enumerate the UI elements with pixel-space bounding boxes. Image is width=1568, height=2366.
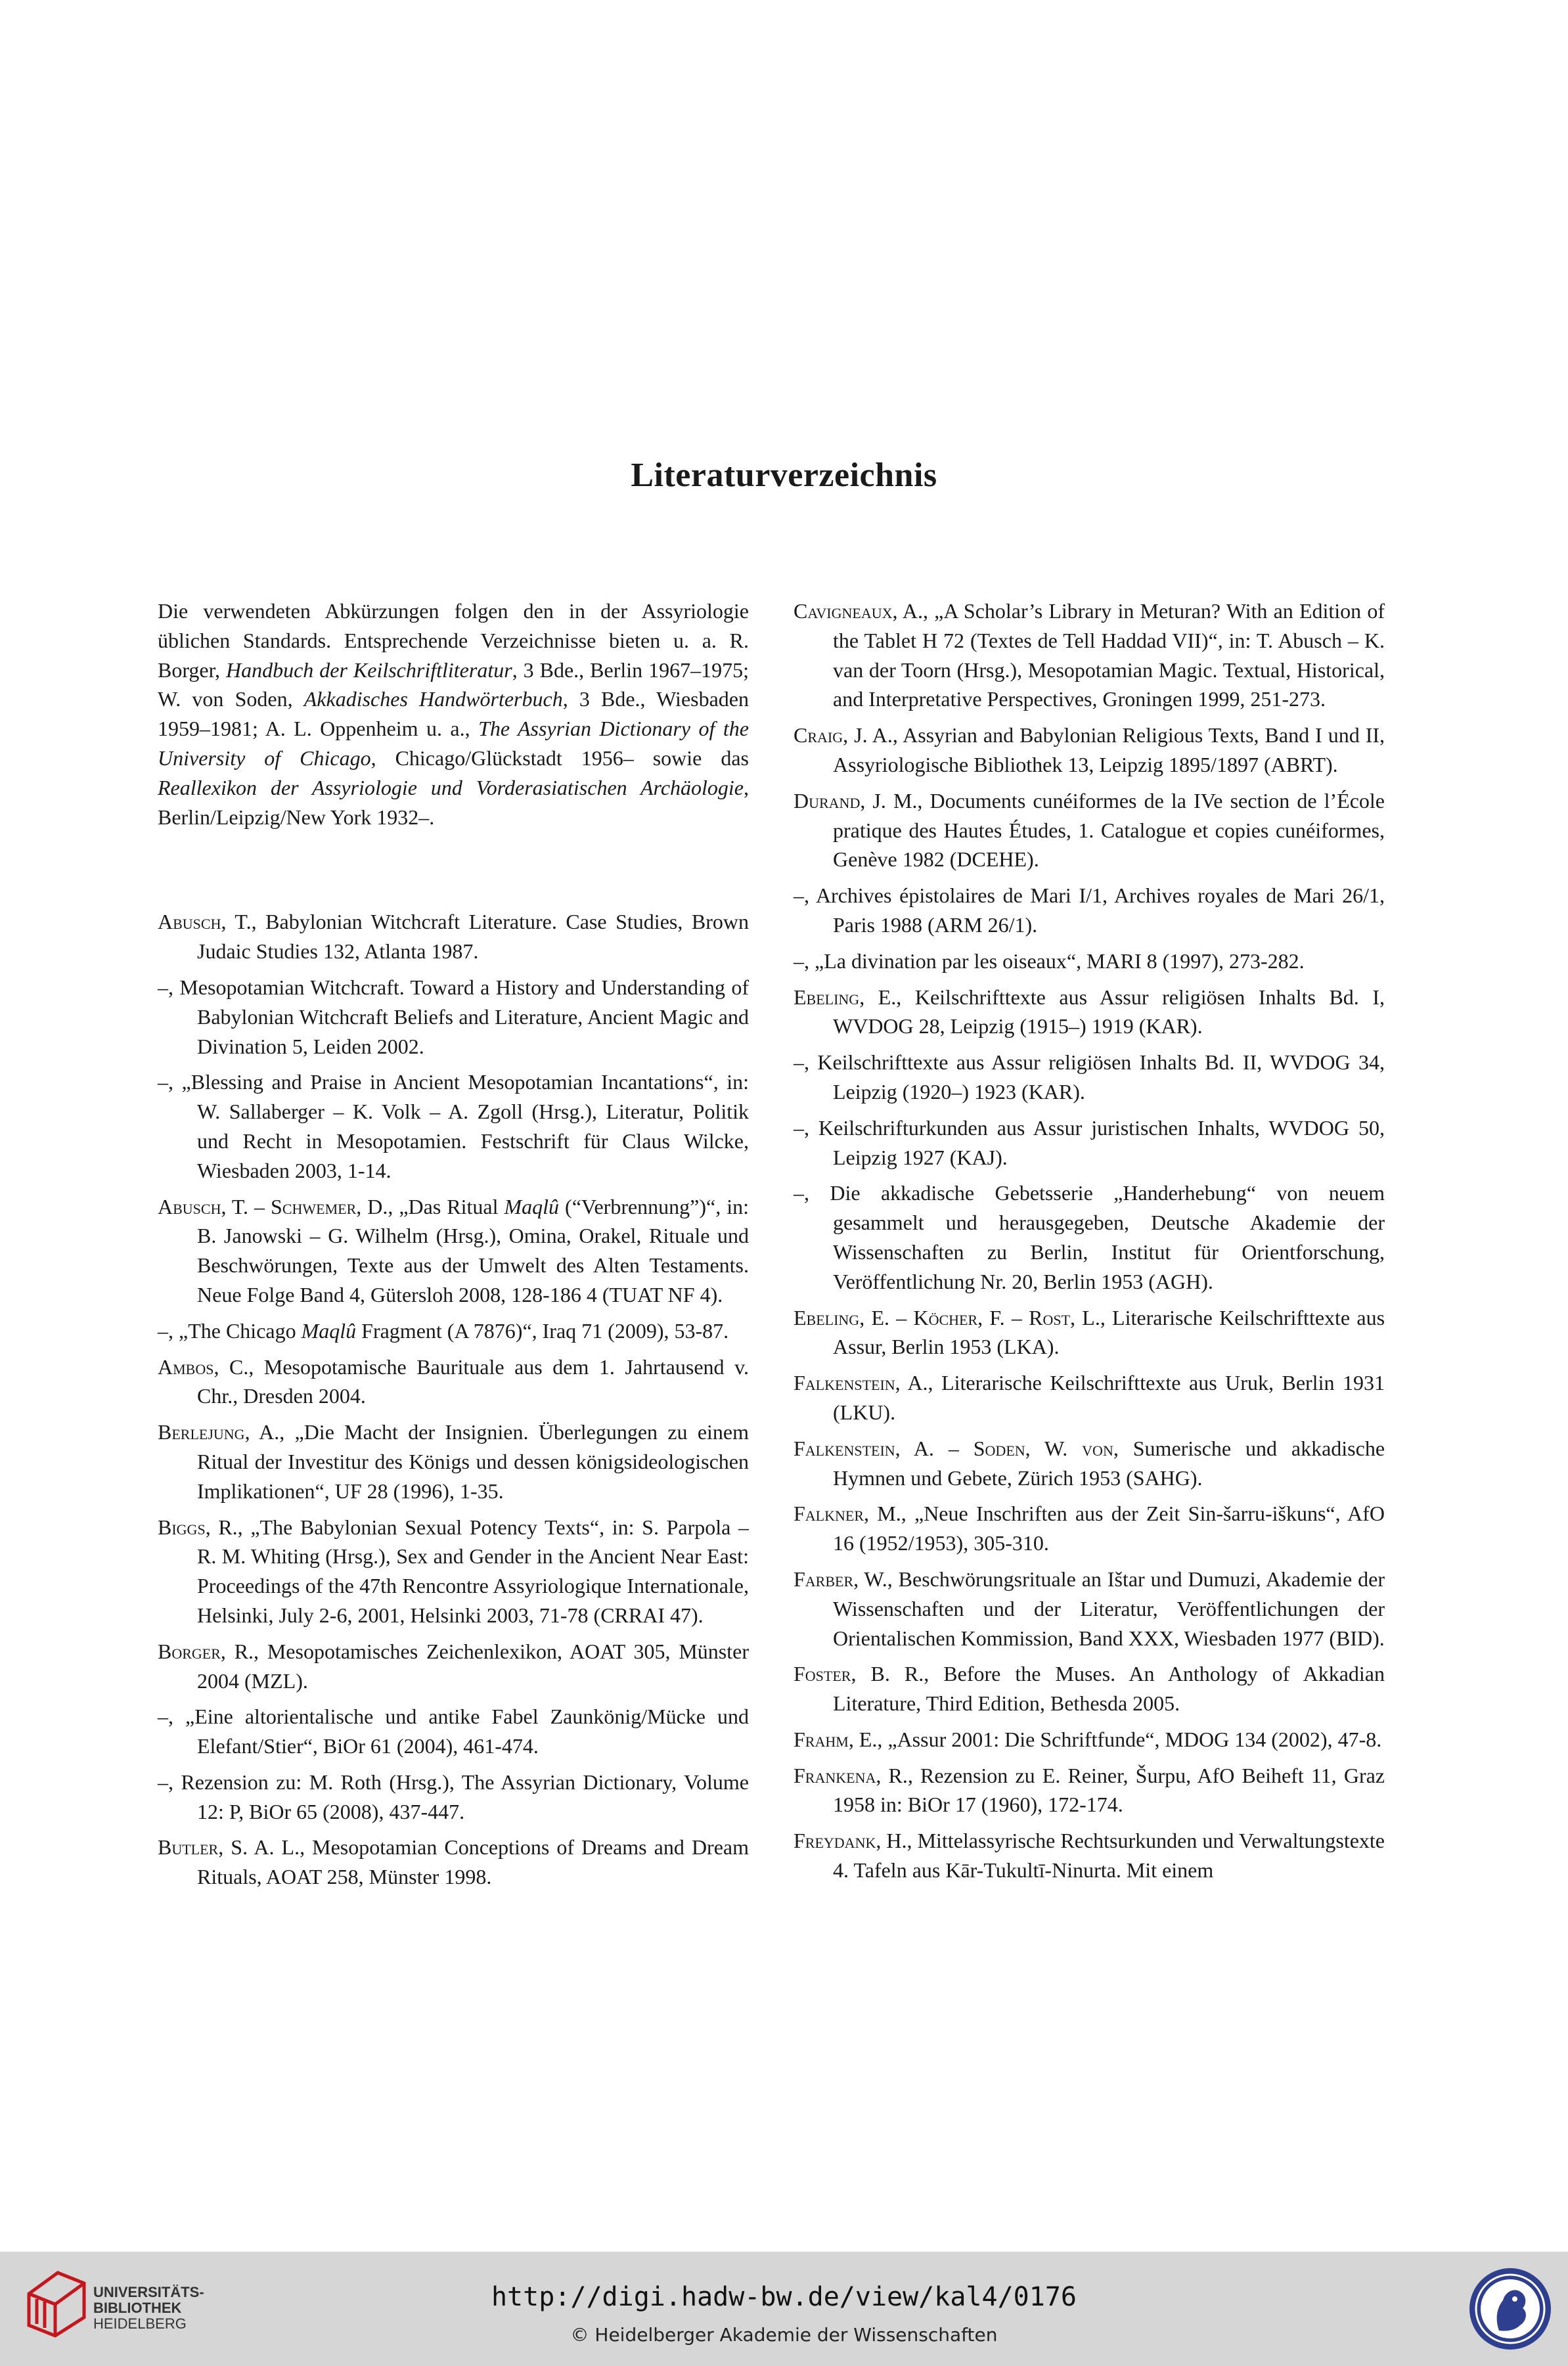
- entry-text: , Berlin/Leipzig/New York 1932–.: [158, 775, 749, 829]
- author-name: Falkenstein: [794, 1436, 895, 1460]
- entry-text: , C., Mesopotamische Baurituale aus dem 1. Jahrtausend v. Chr., Dresden 2004.: [197, 1354, 749, 1408]
- bibliography-entry: [794, 1048, 1385, 1107]
- entry-text: , A., Literarische Keilschrifttexte aus Uruk, Berlin 1931 (LKU).: [833, 1371, 1385, 1424]
- entry-text: , 3 Bde., Wiesbaden 1959–1981; A. L. Oppenheim u. a.,: [158, 687, 750, 741]
- entry-text: , J. A., Assyrian and Babylonian Religious Texts, Band I und II, Assyriologische Bibliothek 13, Leipzig 1895/1897 (ABRT).: [833, 723, 1385, 776]
- bibliography-entry: [794, 1368, 1385, 1427]
- author-name: Foster: [794, 1662, 851, 1686]
- bibliography-entry: [158, 1316, 749, 1346]
- entry-text: , Sumerische und akkadische Hymnen und Gebete, Zürich 1953 (SAHG).: [833, 1436, 1385, 1490]
- entry-text: , 3 Bde., Berlin 1967–1975; W. von Soden,: [158, 658, 750, 711]
- entry-text: , D., „Das Ritual: [356, 1194, 504, 1218]
- author-name: Ebeling: [794, 985, 860, 1009]
- italic-title: Reallexikon der Assyriologie und Vorderasiatischen Archäologie: [158, 775, 744, 799]
- entry-text: –, Mesopotamian Witchcraft. Toward a History and Understanding of Babylonian Witchcraft Beliefs and Literature, Ancient Magic and Divination 5, Leiden 2002.: [158, 975, 749, 1058]
- bibliography-entry: [794, 1434, 1385, 1493]
- author-name: Schwemer: [271, 1194, 357, 1218]
- author-name: Abusch: [158, 910, 221, 934]
- author-name: Craig: [794, 723, 843, 748]
- italic-title: The Assyrian Dictionary of the University of Chicago: [158, 717, 750, 770]
- bibliography-entry: [158, 1637, 749, 1696]
- entry-text: , T., Babylonian Witchcraft Literature. Case Studies, Brown Judaic Studies 132, Atlanta 1987.: [197, 910, 749, 964]
- right-bibliography-list: [794, 596, 1385, 1885]
- entry-text: , R., Rezension zu E. Reiner, Šurpu, AfO Beiheft 11, Graz 1958 in: BiOr 17 (1960), 172-174.: [833, 1763, 1385, 1817]
- academy-seal-icon: [1466, 2265, 1554, 2353]
- entry-text: , J. M., Documents cunéiformes de la IVe section de l’École pratique des Hautes Études, 1. Catalogue et copies cunéiformes, Genève 1982 (DCEHE).: [833, 788, 1385, 872]
- bibliography-entry: [158, 1067, 749, 1185]
- viewer-footer: [0, 2252, 1568, 2366]
- bibliography-entry: [158, 1513, 749, 1630]
- library-name-line-3: HEIDELBERG: [93, 2315, 187, 2332]
- entry-text: –, Keilschrifttexte aus Assur religiösen Inhalts Bd. II, WVDOG 34, Leipzig (1920–) 1923 (KAR).: [794, 1050, 1385, 1104]
- author-name: Soden: [973, 1436, 1025, 1460]
- entry-text: (“Verbrennung”)“, in: B. Janowski – G. Wilhelm (Hrsg.), Omina, Orakel, Rituale und Beschwörungen, Texte aus der Umwelt des Alten Testaments. Neue Folge Band 4, Gütersloh 2008, 128-186 4 (TUAT NF 4).: [197, 1194, 749, 1306]
- author-name: Farber: [794, 1567, 854, 1591]
- right-column: [794, 596, 1385, 1892]
- bibliography-entry: [794, 1113, 1385, 1172]
- bibliography-entry: [794, 721, 1385, 780]
- entry-text: , E., Keilschrifttexte aus Assur religiösen Inhalts Bd. I, WVDOG 28, Leipzig (1915–) 1919 (KAR).: [833, 985, 1385, 1038]
- entry-text: –, „Blessing and Praise in Ancient Mesopotamian Incantations“, in: W. Sallaberger – K. Volk – A. Zgoll (Hrsg.), Literatur, Politik und Recht in Mesopotamien. Festschrift für Claus Wilcke, Wiesbaden 2003, 1-14.: [158, 1070, 749, 1182]
- entry-text: –, „Eine altorientalische und antike Fabel Zaunkönig/Mücke und Elefant/Stier“, BiOr 61 (2004), 461-474.: [158, 1705, 749, 1758]
- author-name: Falkner: [794, 1502, 864, 1526]
- left-column: [158, 596, 749, 1898]
- entry-text: , E. –: [859, 1305, 914, 1329]
- bibliography-entry: [794, 1499, 1385, 1558]
- page-title: Literaturverzeichnis: [631, 457, 937, 494]
- bibliography-entry: [794, 596, 1385, 714]
- author-name: Berlejung: [158, 1420, 245, 1444]
- library-name-line-1: UNIVERSITÄTS-: [93, 2284, 204, 2300]
- entry-text: , H., Mittelassyrische Rechtsurkunden und Verwaltungstexte 4. Tafeln aus Kār-Tukultī-Ninurta. Mit einem: [833, 1829, 1385, 1883]
- author-name: Rost: [1029, 1305, 1071, 1329]
- bibliography-entry: [794, 983, 1385, 1042]
- entry-text: , R., Mesopotamisches Zeichenlexikon, AOAT 305, Münster 2004 (MZL).: [197, 1639, 749, 1693]
- author-name: Freydank: [794, 1829, 876, 1853]
- entry-text: –, „La divination par les oiseaux“, MARI 8 (1997), 273-282.: [794, 949, 1305, 973]
- bibliography-entry: [158, 1192, 749, 1310]
- bibliography-entry: [158, 1352, 749, 1412]
- bibliography-entry: [794, 881, 1385, 940]
- permalink-url[interactable]: http://digi.hadw-bw.de/view/kal4/0176: [491, 2282, 1077, 2312]
- author-name: Durand: [794, 788, 861, 813]
- author-name: Borger: [158, 1639, 221, 1663]
- entry-text: , A., „A Scholar’s Library in Meturan? With an Edition of the Tablet H 72 (Textes de Tell Haddad VII)“, in: T. Abusch – K. van der Toorn (Hrsg.), Mesopotamian Magic. Textual, Historical, and Interpretative Perspectives, Groningen 1999, 251-273.: [833, 599, 1385, 711]
- entry-text: , W.: [1025, 1436, 1083, 1460]
- author-name: Falkenstein: [794, 1371, 895, 1395]
- entry-text: , A. –: [895, 1436, 974, 1460]
- entry-text: Die verwendeten Abkürzungen folgen den in der Assyriologie üblichen Standards. Entsprechende Verzeichnisse bieten u. a. R. Borger,: [158, 599, 749, 682]
- copyright-notice: © Heidelberger Akademie der Wissenschaften: [570, 2324, 998, 2346]
- entry-text: –, Archives épistolaires de Mari I/1, Archives royales de Mari 26/1, Paris 1988 (ARM 26/1).: [794, 883, 1385, 937]
- entry-text: , R., „The Babylonian Sexual Potency Texts“, in: S. Parpola – R. M. Whiting (Hrsg.), Sex and Gender in the Ancient Near East: Proceedings of the 47th Rencontre Assyriologique Internationale, Helsinki, July 2-6, 2001, Helsinki 2003, 71-78 (CRRAI 47).: [197, 1515, 749, 1627]
- entry-text: , M., „Neue Inschriften aus der Zeit Sin-šarru-iškuns“, AfO 16 (1952/1953), 305-310.: [833, 1502, 1385, 1555]
- entry-text: , A., „Die Macht der Insignien. Überlegungen zu einem Ritual der Investitur des Königs und dessen königsideologischen Implikationen“, UF 28 (1996), 1-35.: [197, 1420, 749, 1503]
- author-name: Butler: [158, 1835, 219, 1860]
- intro-paragraph: [158, 596, 749, 832]
- bibliography-entry: [158, 1417, 749, 1506]
- entry-text: , S. A. L., Mesopotamian Conceptions of Dreams and Dream Rituals, AOAT 258, Münster 1998.: [197, 1835, 749, 1889]
- entry-text: , B. R., Before the Muses. An Anthology of Akkadian Literature, Third Edition, Bethesda 2005.: [833, 1662, 1385, 1716]
- author-name: Abusch: [158, 1194, 221, 1218]
- author-name: Frahm: [794, 1727, 849, 1751]
- italic-title: Maqlû: [504, 1194, 560, 1218]
- bibliography-entry: [794, 947, 1385, 976]
- bibliography-entry: [794, 1565, 1385, 1653]
- entry-text: , F. –: [977, 1305, 1029, 1329]
- entry-text: –, Die akkadische Gebetsserie „Handerhebung“ von neuem gesammelt und herausgegeben, Deutsche Akademie der Wissenschaften zu Berlin, Institut für Orientforschung, Veröffentlichung Nr. 20, Berlin 1953 (AGH).: [794, 1181, 1385, 1293]
- entry-text: , T. –: [221, 1194, 271, 1218]
- entry-text: , L., Literarische Keilschrifttexte aus Assur, Berlin 1953 (LKA).: [833, 1305, 1385, 1359]
- bibliography-entry: [158, 973, 749, 1061]
- bibliography-entry: [158, 1833, 749, 1892]
- author-name: von: [1082, 1436, 1113, 1460]
- entry-text: –, „The Chicago: [158, 1318, 302, 1343]
- author-name: Köcher: [913, 1305, 978, 1329]
- entry-text: –, Rezension zu: M. Roth (Hrsg.), The Assyrian Dictionary, Volume 12: P, BiOr 65 (2008), 437-447.: [158, 1770, 749, 1823]
- left-bibliography-list: [158, 907, 749, 1892]
- author-name: Biggs: [158, 1515, 206, 1539]
- entry-text: , W., Beschwörungsrituale an Ištar und Dumuzi, Akademie der Wissenschaften und der Literatur, Veröffentlichungen der Orientalischen Kommission, Band XXX, Wiesbaden 1977 (BID).: [833, 1567, 1385, 1650]
- author-name: Ebeling: [794, 1305, 860, 1329]
- bibliography-entry: [794, 1826, 1385, 1885]
- library-name-line-2: BIBLIOTHEK: [93, 2300, 182, 2316]
- author-name: Cavigneaux: [794, 599, 893, 623]
- author-name: Frankena: [794, 1763, 876, 1787]
- entry-text: –, Keilschrifturkunden aus Assur juristischen Inhalts, WVDOG 50, Leipzig 1927 (KAJ).: [794, 1115, 1385, 1169]
- italic-title: Handbuch der Keilschriftliteratur: [225, 658, 512, 682]
- entry-text: , Chicago/Glückstadt 1956– sowie das: [370, 746, 750, 770]
- bibliography-entry: [794, 1659, 1385, 1718]
- bibliography-entry: [158, 1702, 749, 1761]
- bibliography-entry: [158, 1768, 749, 1827]
- bibliography-entry: [158, 907, 749, 966]
- italic-title: Akkadisches Handwörterbuch: [303, 687, 563, 711]
- entry-text: , E., „Assur 2001: Die Schriftfunde“, MDOG 134 (2002), 47-8.: [848, 1727, 1382, 1751]
- bibliography-entry: [794, 786, 1385, 874]
- author-name: Ambos: [158, 1354, 214, 1379]
- bibliography-entry: [794, 1761, 1385, 1820]
- entry-text: Fragment (A 7876)“, Iraq 71 (2009), 53-87.: [356, 1318, 729, 1343]
- bibliography-entry: [794, 1303, 1385, 1362]
- bibliography-entry: [794, 1178, 1385, 1296]
- bibliography-entry: [794, 1725, 1385, 1754]
- italic-title: Maqlû: [301, 1318, 357, 1343]
